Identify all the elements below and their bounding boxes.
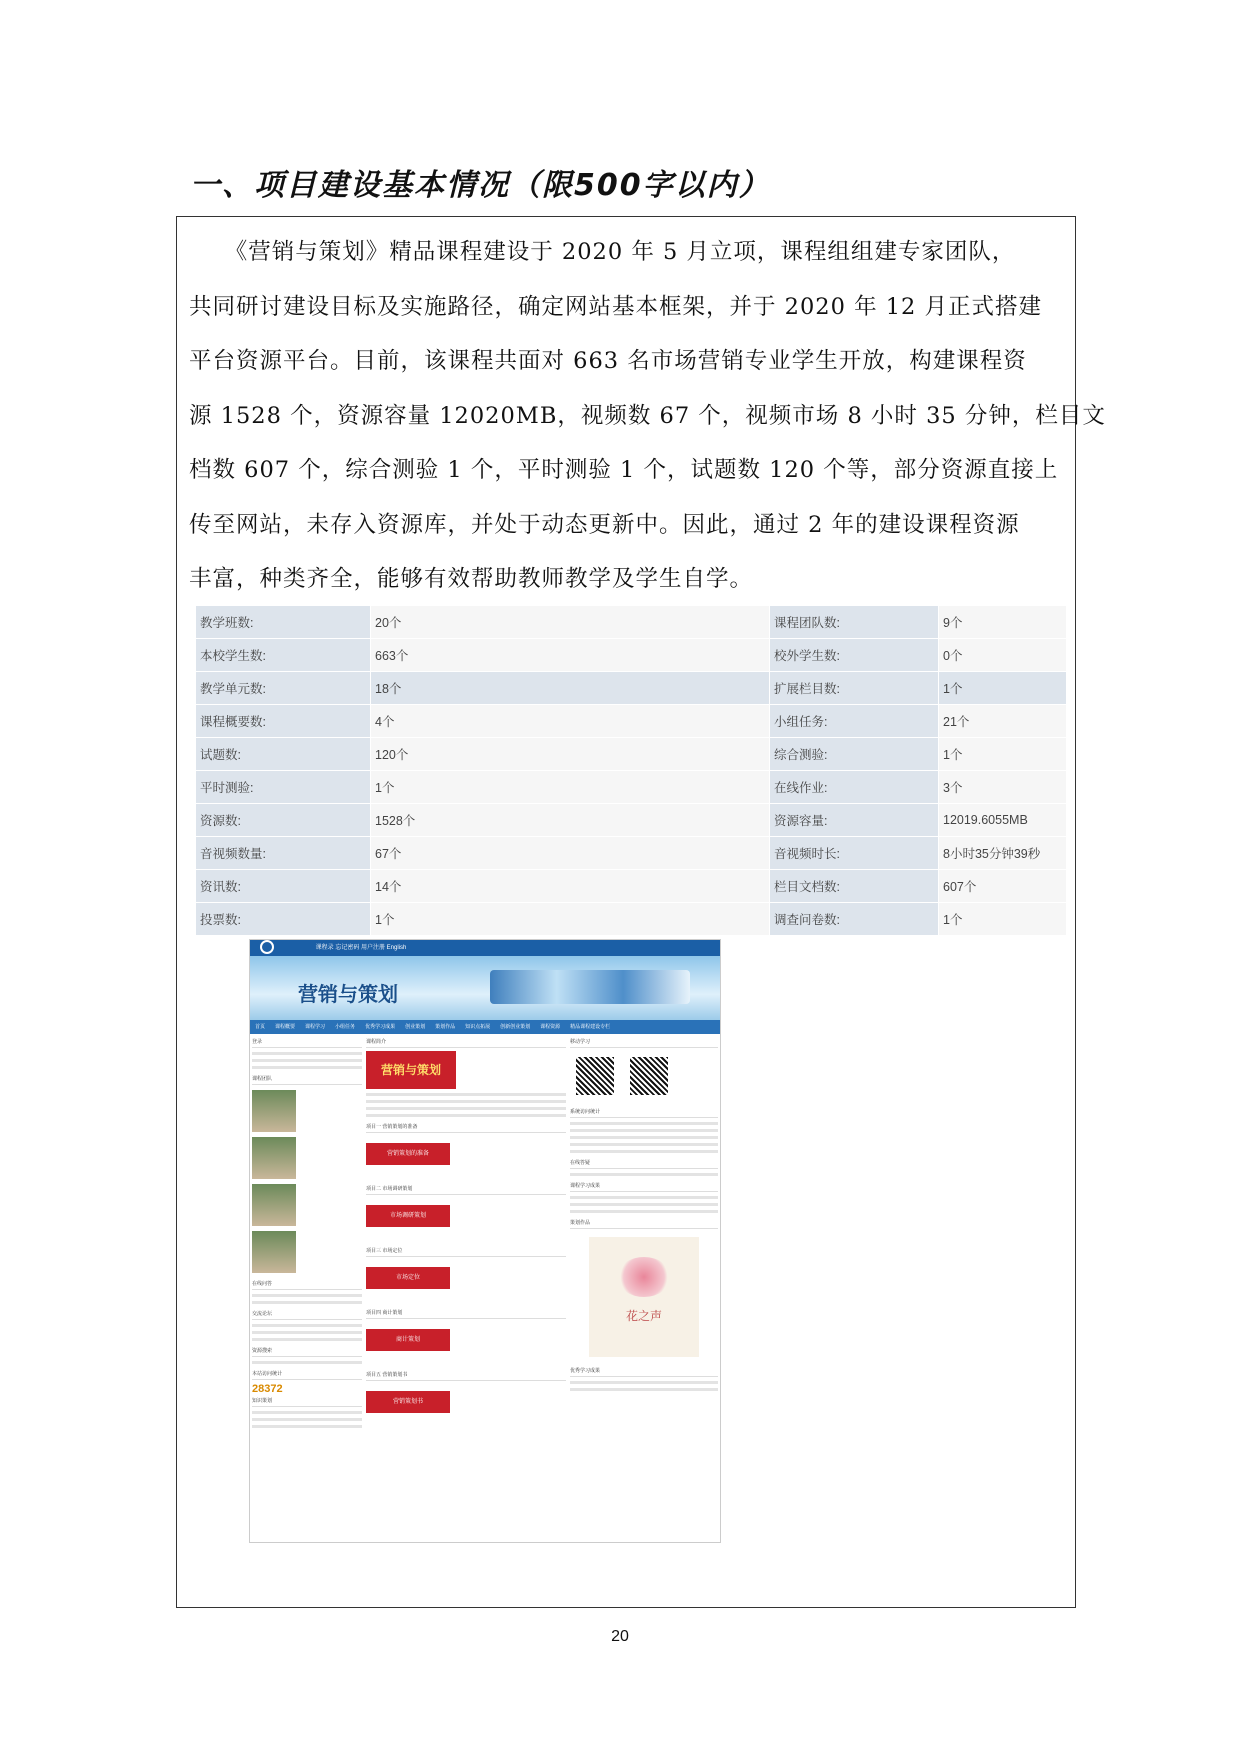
stats-row bbox=[196, 672, 1067, 705]
stat-value: 9个 bbox=[939, 606, 1067, 639]
site-logo-icon bbox=[260, 940, 274, 954]
stats-row bbox=[196, 705, 1067, 738]
stat-value: 1个 bbox=[371, 771, 770, 804]
stat-label: 资源数: bbox=[196, 804, 371, 837]
left-section-title: 知识策划 bbox=[252, 1395, 362, 1407]
middle-section-title: 项目四 商计策划 bbox=[366, 1307, 566, 1319]
middle-section-title: 项目五 营销策划书 bbox=[366, 1369, 566, 1381]
module-thumb: 市场定位 bbox=[366, 1267, 450, 1289]
stat-label: 试题数: bbox=[196, 738, 371, 771]
paragraph-line: 档数 607 个，综合测验 1 个，平时测验 1 个，试题数 120 个等，部分资源直接上 bbox=[189, 457, 1059, 483]
stat-value: 663个 bbox=[371, 639, 770, 672]
stat-label: 音视频数量: bbox=[196, 837, 371, 870]
stat-value: 1个 bbox=[371, 903, 770, 936]
stat-label: 小组任务: bbox=[770, 705, 939, 738]
stat-value: 14个 bbox=[371, 870, 770, 903]
right-section-title: 课程学习成果 bbox=[570, 1180, 718, 1192]
stat-label: 课程团队数: bbox=[770, 606, 939, 639]
flower-icon bbox=[617, 1257, 671, 1297]
left-section-title: 在线问答 bbox=[252, 1278, 362, 1290]
content-frame bbox=[176, 216, 1106, 1608]
site-nav-item: 课程学习 bbox=[305, 1024, 326, 1030]
stat-label: 在线作业: bbox=[770, 771, 939, 804]
poster-text: 花之声 bbox=[625, 1309, 662, 1323]
middle-section-title: 项目一 营销策划的准备 bbox=[366, 1121, 566, 1133]
left-column bbox=[252, 1036, 362, 1432]
site-banner bbox=[250, 956, 720, 1020]
paragraph-line: 源 1528 个，资源容量 12020MB，视频数 67 个，视频市场 8 小时 35 分钟，栏目文 bbox=[189, 402, 1106, 429]
stat-label: 课程概要数: bbox=[196, 705, 371, 738]
left-section-title: 交流论坛 bbox=[252, 1308, 362, 1320]
stats-row bbox=[196, 804, 1067, 837]
visit-counter: 28372 bbox=[252, 1383, 283, 1395]
team-photo bbox=[252, 1090, 296, 1132]
paragraph-line: 丰富，种类齐全，能够有效帮助教师教学及学生自学。 bbox=[189, 566, 754, 592]
stat-value: 12019.6055MB bbox=[939, 804, 1067, 837]
course-statistics-table bbox=[195, 605, 1067, 936]
stat-value: 1528个 bbox=[371, 804, 770, 837]
stat-label: 音视频时长: bbox=[770, 837, 939, 870]
site-nav-item: 创业策划 bbox=[405, 1024, 426, 1030]
middle-section-title: 项目二 市场调研策划 bbox=[366, 1183, 566, 1195]
stat-label: 校外学生数: bbox=[770, 639, 939, 672]
paragraph-line: 《营销与策划》精品课程建设于 2020 年 5 月立项，课程组组建专家团队， bbox=[189, 239, 1016, 265]
module-thumb: 营销策划的准备 bbox=[366, 1143, 450, 1165]
middle-section-title: 课程简介 bbox=[366, 1036, 566, 1048]
stat-value: 8小时35分钟39秒 bbox=[939, 837, 1067, 870]
module-thumb: 市场调研策划 bbox=[366, 1205, 450, 1227]
page-number: 20 bbox=[611, 1628, 629, 1645]
project-description bbox=[189, 225, 1106, 607]
stats-row bbox=[196, 639, 1067, 672]
right-section-title: 系统访问统计 bbox=[570, 1106, 718, 1118]
stats-row bbox=[196, 837, 1067, 870]
stat-value: 4个 bbox=[371, 705, 770, 738]
middle-column bbox=[366, 1036, 566, 1431]
site-nav bbox=[250, 1020, 720, 1034]
stat-label: 教学单元数: bbox=[196, 672, 371, 705]
left-section-title: 课程团队 bbox=[252, 1073, 362, 1085]
stat-value: 21个 bbox=[939, 705, 1067, 738]
stat-label: 教学班数: bbox=[196, 606, 371, 639]
right-section-title: 优秀学习成果 bbox=[570, 1365, 718, 1377]
stats-row bbox=[196, 903, 1067, 936]
stat-value: 3个 bbox=[939, 771, 1067, 804]
stat-value: 18个 bbox=[371, 672, 770, 705]
paragraph-line: 传至网站，未存入资源库，并处于动态更新中。因此，通过 2 年的建设课程资源 bbox=[189, 511, 1020, 538]
left-section-title: 登录 bbox=[252, 1036, 362, 1048]
site-topbar bbox=[250, 940, 720, 956]
paragraph-line: 共同研讨建设目标及实施路径，确定网站基本框架，并于 2020 年 12 月正式搭建 bbox=[189, 293, 1043, 320]
middle-section-title: 项目三 市场定位 bbox=[366, 1245, 566, 1257]
stat-label: 平时测验: bbox=[196, 771, 371, 804]
section-heading: 一、项目建设基本情况（限500字以内） bbox=[190, 168, 771, 203]
stat-label: 综合测验: bbox=[770, 738, 939, 771]
team-photo bbox=[252, 1137, 296, 1179]
stat-value: 1个 bbox=[939, 903, 1067, 936]
site-nav-item: 精品课程建设专栏 bbox=[570, 1024, 611, 1030]
stat-value: 0个 bbox=[939, 639, 1067, 672]
left-section-title: 资源搜索 bbox=[252, 1345, 362, 1357]
stats-row bbox=[196, 870, 1067, 903]
site-nav-item: 首页 bbox=[255, 1024, 266, 1030]
right-section-title: 移动学习 bbox=[570, 1036, 718, 1048]
paragraph-line: 平台资源平台。目前，该课程共面对 663 名市场营销专业学生开放，构建课程资 bbox=[189, 348, 1027, 374]
module-thumb: 商计策划 bbox=[366, 1329, 450, 1351]
stat-label: 投票数: bbox=[196, 903, 371, 936]
site-nav-item: 优秀学习成果 bbox=[365, 1024, 396, 1030]
stats-row bbox=[196, 738, 1067, 771]
stat-label: 资源容量: bbox=[770, 804, 939, 837]
stat-value: 20个 bbox=[371, 606, 770, 639]
site-nav-item: 策划作品 bbox=[435, 1024, 456, 1030]
team-photo bbox=[252, 1184, 296, 1226]
site-nav-item: 课程资源 bbox=[540, 1024, 561, 1030]
site-nav-item: 小组任务 bbox=[335, 1024, 356, 1030]
stat-label: 调查问卷数: bbox=[770, 903, 939, 936]
module-thumb: 营销策划书 bbox=[366, 1391, 450, 1413]
intro-badge: 营销与策划 bbox=[366, 1051, 456, 1089]
poster-image bbox=[589, 1237, 699, 1357]
stat-label: 扩展栏目数: bbox=[770, 672, 939, 705]
stat-value: 607个 bbox=[939, 870, 1067, 903]
stat-value: 1个 bbox=[939, 672, 1067, 705]
stat-value: 1个 bbox=[939, 738, 1067, 771]
topbar-links: 课程录 忘记密码 用户注册 English bbox=[315, 945, 407, 951]
stat-value: 67个 bbox=[371, 837, 770, 870]
stat-label: 本校学生数: bbox=[196, 639, 371, 672]
right-section-title: 在线答疑 bbox=[570, 1157, 718, 1169]
right-column bbox=[570, 1036, 718, 1395]
qr-code-icon bbox=[630, 1057, 668, 1095]
site-nav-item: 创新创业策划 bbox=[500, 1024, 531, 1030]
banner-decoration bbox=[490, 970, 690, 1004]
stat-value: 120个 bbox=[371, 738, 770, 771]
stats-row bbox=[196, 606, 1067, 639]
site-nav-item: 知识点拓展 bbox=[465, 1024, 491, 1030]
team-photo bbox=[252, 1231, 296, 1273]
site-title: 营销与策划 bbox=[298, 982, 398, 1006]
left-section-title: 本站访问统计 bbox=[252, 1368, 362, 1380]
right-section-title: 策划作品 bbox=[570, 1217, 718, 1229]
course-website-screenshot bbox=[249, 939, 721, 1543]
stat-label: 栏目文档数: bbox=[770, 870, 939, 903]
qr-code-icon bbox=[576, 1057, 614, 1095]
stats-row bbox=[196, 771, 1067, 804]
site-nav-item: 课程概要 bbox=[275, 1024, 296, 1030]
stat-label: 资讯数: bbox=[196, 870, 371, 903]
